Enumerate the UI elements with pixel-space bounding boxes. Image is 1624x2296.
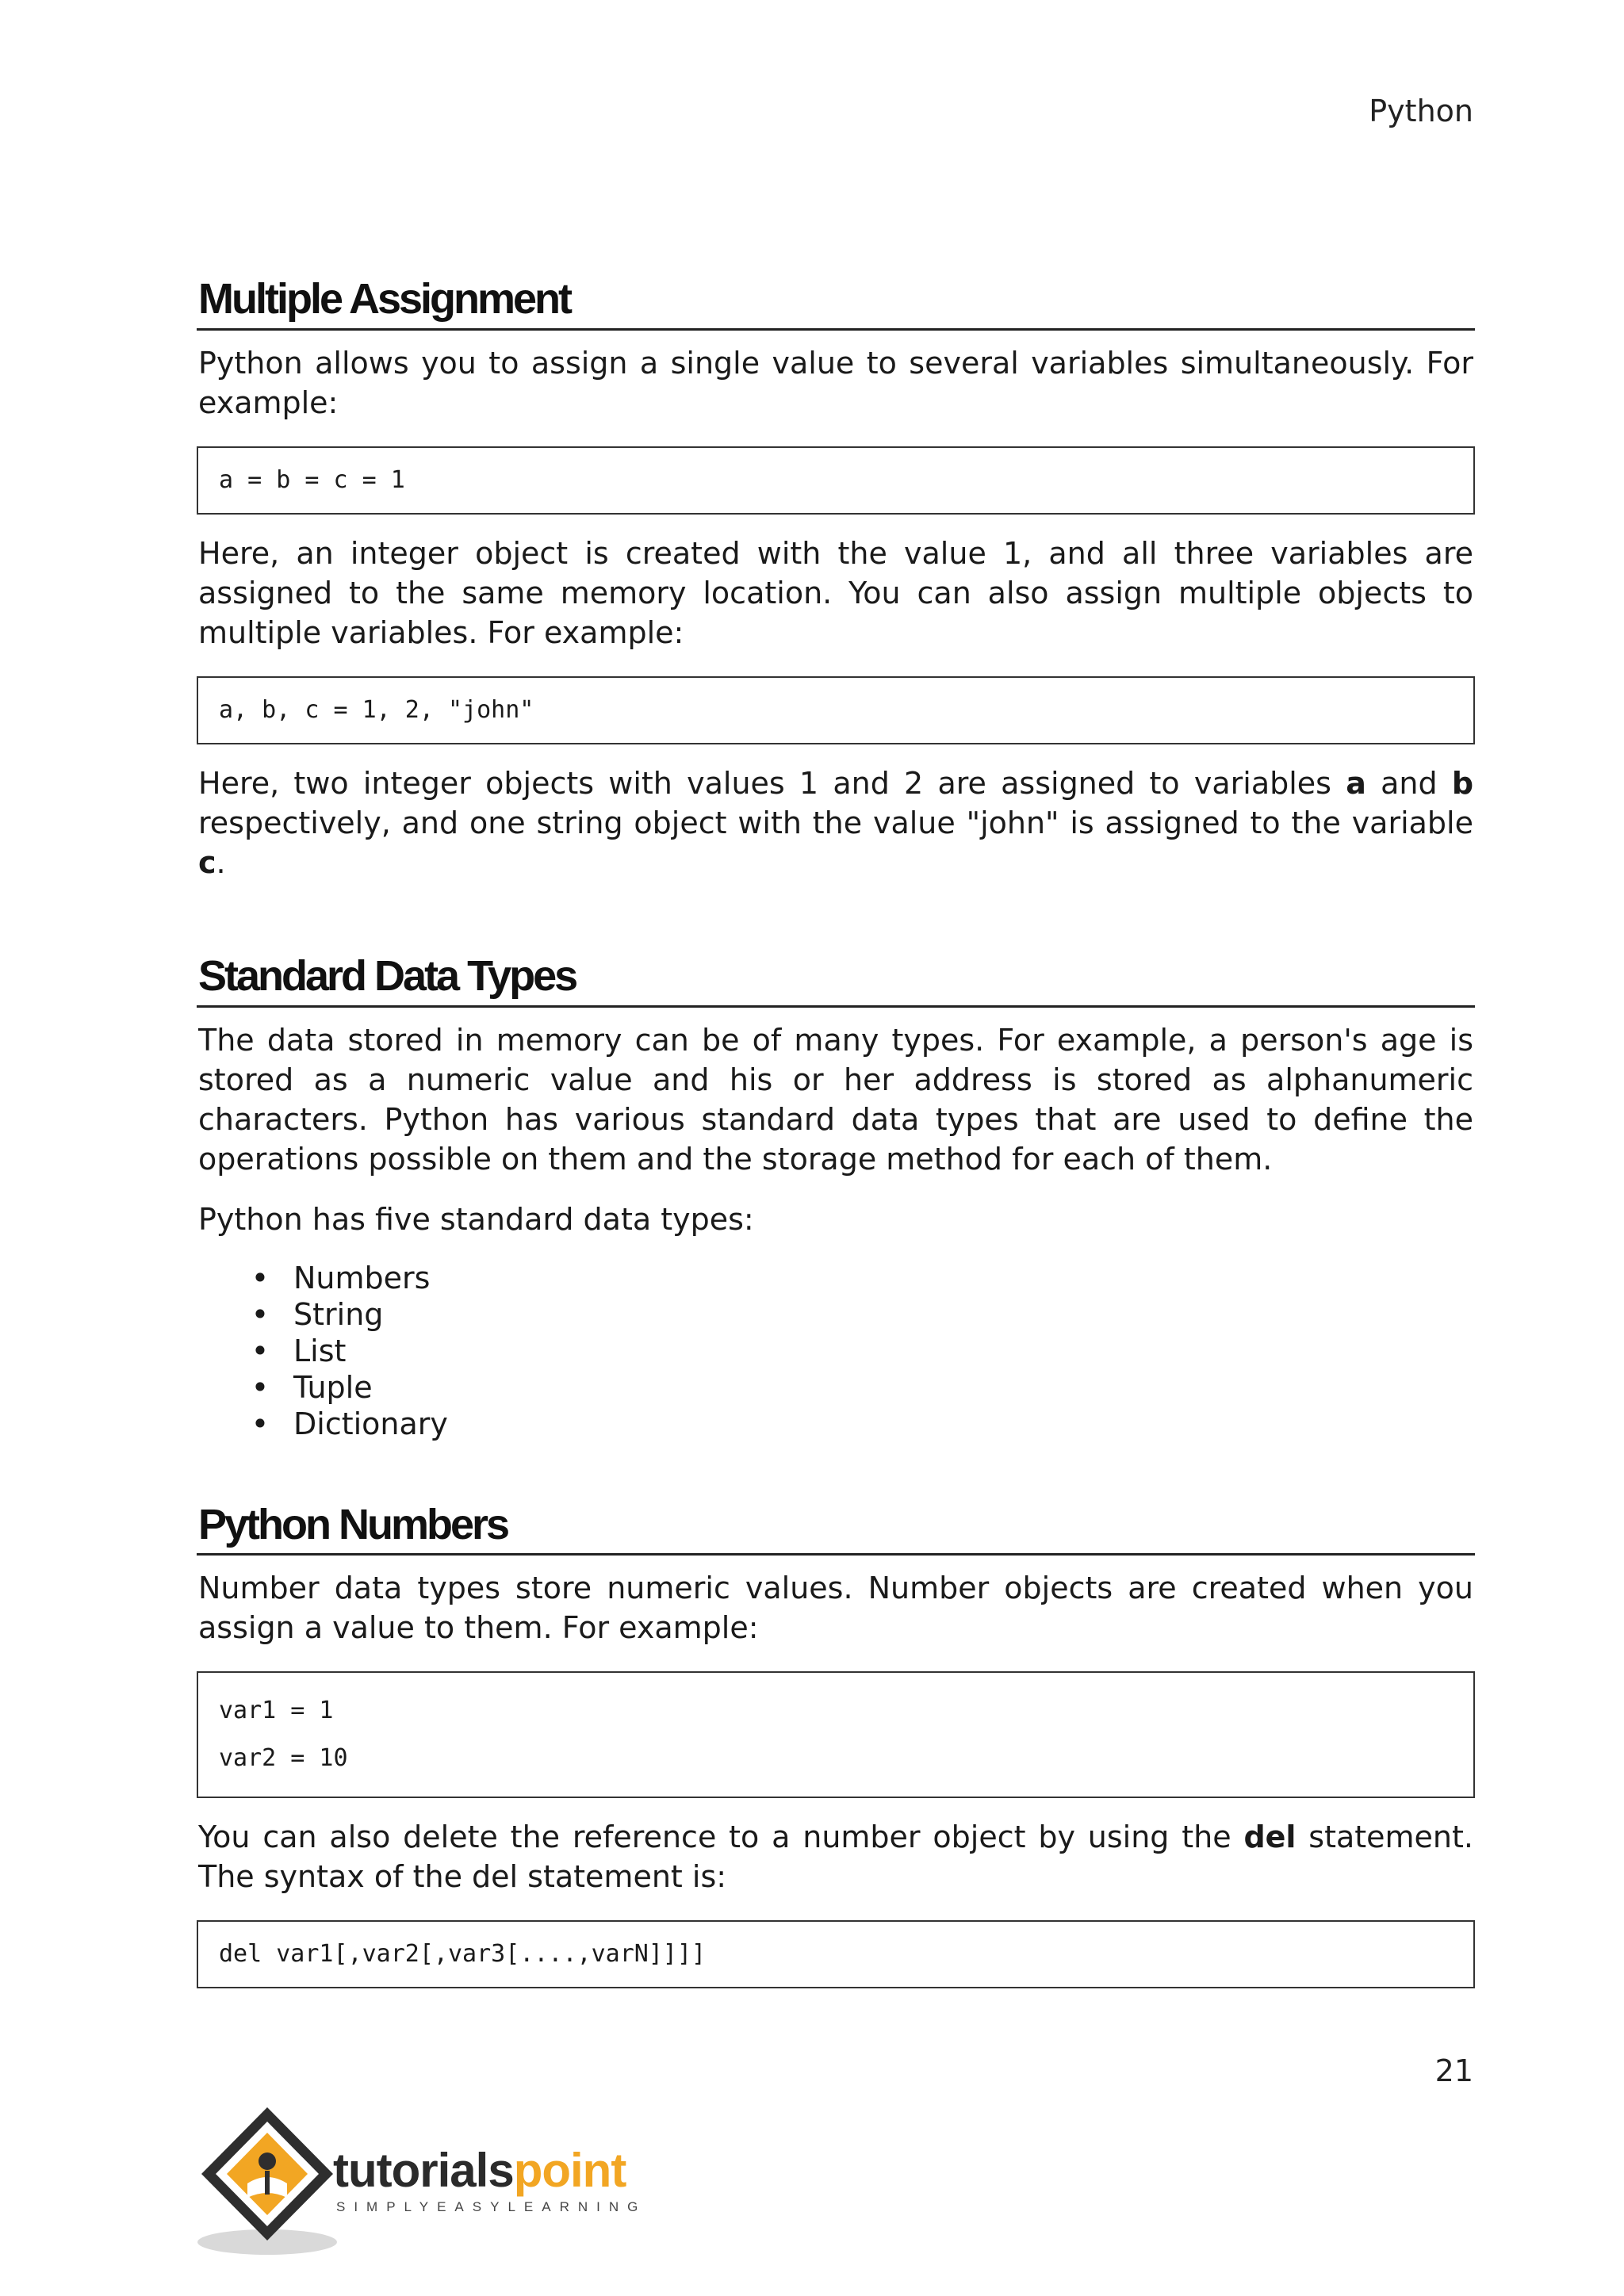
list-item-label: String [293, 1296, 384, 1332]
section-multiple-assignment [197, 274, 1475, 882]
logo-word-tutorials: tutorials [333, 2144, 514, 2197]
logo-tagline: SIMPLYEASYLEARNING [336, 2199, 647, 2214]
bold-var-c: c [198, 844, 216, 880]
page-number: 21 [1434, 2053, 1473, 2088]
list-item-label: Tuple [293, 1369, 373, 1405]
text-run: You can also delete the reference to a number object by using the [198, 1820, 1244, 1855]
logo-diamond-icon [192, 2101, 343, 2260]
bullet-icon: • [251, 1296, 270, 1332]
section-title: Python Numbers [197, 1499, 1475, 1556]
paragraph: The data stored in memory can be of many types. For example, a person's age is stored as a numeric value and his or her address is stored as alphanumeric characters. Python has various standard data types that are used to define the operations possible on them and the storage method for each of them. [198, 1022, 1473, 1177]
section-python-numbers [197, 1499, 1475, 1989]
text-run: Here, two integer objects with values 1 and 2 are assigned to variables [198, 765, 1346, 801]
bullet-icon: • [251, 1333, 270, 1368]
page-content [197, 274, 1475, 1988]
text-run: . [216, 844, 226, 880]
text-run: and [1365, 765, 1452, 801]
list-item-label: Dictionary [293, 1406, 448, 1441]
paragraph: Python allows you to assign a single value to several variables simultaneously. For example: [198, 345, 1473, 420]
paragraph: Python has five standard data types: [198, 1201, 754, 1237]
bullet-icon: • [251, 1260, 270, 1295]
list-item [244, 1406, 1475, 1442]
page-header-title: Python [1369, 94, 1473, 128]
code-line: var1 = 1 [219, 1697, 334, 1725]
list-item [244, 1296, 1475, 1333]
code-line: var2 = 10 [219, 1744, 348, 1773]
paragraph: Number data types store numeric values. Number objects are created when you assign a value to them. For example: [198, 1571, 1473, 1646]
code-block [197, 1920, 1475, 1988]
bullet-icon: • [251, 1369, 270, 1405]
tutorialspoint-logo [192, 2101, 684, 2260]
code-line: a, b, c = 1, 2, "john" [219, 695, 534, 724]
list-item [244, 1260, 1475, 1296]
code-block [197, 446, 1475, 515]
text-run: respectively, and one string object with the value "john" is assigned to the variable [198, 805, 1473, 840]
paragraph [197, 1817, 1475, 1896]
text-run: statement. The syntax of the del statement is: [198, 1820, 1473, 1895]
section-title: Standard Data Types [197, 951, 1475, 1008]
code-block [197, 676, 1475, 744]
list-item [244, 1333, 1475, 1369]
list-item-label: List [293, 1333, 347, 1368]
bold-keyword-del: del [1243, 1820, 1297, 1855]
code-block [197, 1671, 1475, 1798]
bullet-icon: • [251, 1406, 270, 1441]
code-line: a = b = c = 1 [219, 465, 405, 494]
bold-var-b: b [1451, 765, 1474, 801]
list-item-label: Numbers [293, 1260, 431, 1295]
section-standard-data-types [197, 951, 1475, 1442]
bold-var-a: a [1346, 765, 1366, 801]
logo-wordmark [333, 2144, 626, 2197]
logo-word-point: point [513, 2144, 626, 2197]
paragraph [197, 763, 1475, 882]
data-types-list [197, 1260, 1475, 1442]
code-line: del var1[,var2[,var3[....,varN]]]] [219, 1940, 707, 1969]
paragraph: Here, an integer object is created with the value 1, and all three variables are assigned to the same memory location. You can also assign multiple objects to multiple variables. For example: [198, 535, 1473, 650]
section-title: Multiple Assignment [197, 274, 1475, 331]
list-item [244, 1369, 1475, 1406]
